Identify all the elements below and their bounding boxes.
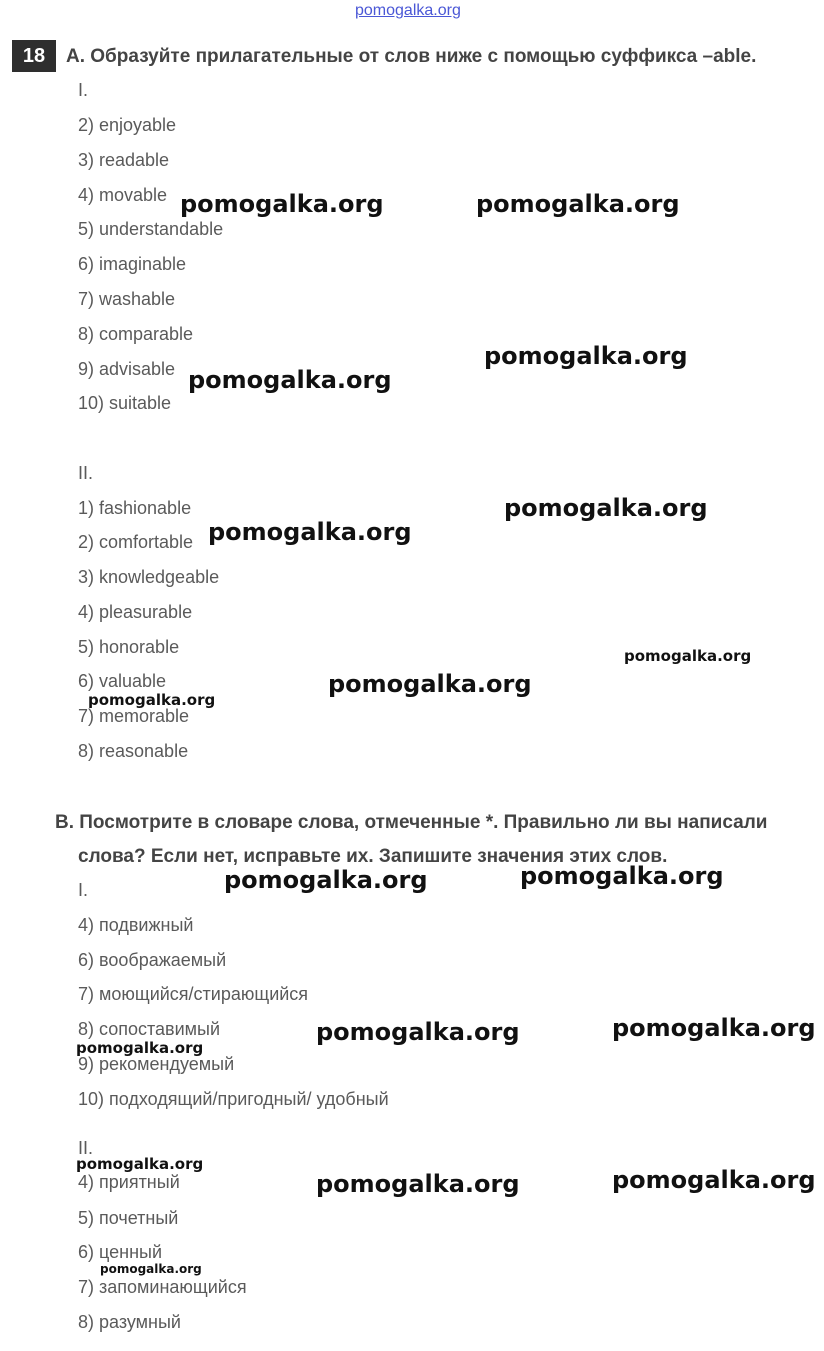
list-item: 9) рекомендуемый: [78, 1054, 235, 1074]
list-item: 6) воображаемый: [78, 950, 227, 970]
watermark: pomogalka.org: [100, 1262, 202, 1276]
list-item: 8) разумный: [78, 1312, 181, 1332]
part-b-heading-line2: слова? Если нет, исправьте их. Запишите значения этих слов.: [78, 846, 668, 867]
watermark: pomogalka.org: [224, 866, 428, 894]
list-item: 9) advisable: [78, 359, 176, 379]
site-link-top[interactable]: pomogalka.org: [355, 2, 461, 19]
list-item: 5) understandable: [78, 219, 224, 239]
list-item: 7) моющийся/стирающийся: [78, 984, 309, 1004]
list-item: 2) comfortable: [78, 532, 194, 552]
watermark: pomogalka.org: [328, 670, 532, 698]
list-item: 4) pleasurable: [78, 602, 193, 622]
part-a-group1-label: I.: [78, 80, 89, 100]
list-item: 8) reasonable: [78, 741, 189, 761]
list-item: 7) washable: [78, 289, 176, 309]
list-item: 3) readable: [78, 150, 170, 170]
part-b-heading-line1: B. Посмотрите в словаре слова, отмеченные *. Правильно ли вы написали: [55, 812, 768, 833]
part-b-group2-label: II.: [78, 1138, 94, 1158]
list-item: 4) приятный: [78, 1172, 180, 1192]
watermark: pomogalka.org: [612, 1166, 816, 1194]
watermark: pomogalka.org: [208, 518, 412, 546]
list-item: 2) enjoyable: [78, 115, 177, 135]
watermark: pomogalka.org: [504, 494, 708, 522]
list-item: 6) imaginable: [78, 254, 187, 274]
list-item: 5) honorable: [78, 637, 180, 657]
exercise-number-badge: 18: [12, 40, 56, 72]
watermark: pomogalka.org: [476, 190, 680, 218]
watermark: pomogalka.org: [624, 647, 752, 665]
list-item: 5) почетный: [78, 1208, 179, 1228]
watermark: pomogalka.org: [316, 1018, 520, 1046]
watermark: pomogalka.org: [188, 366, 392, 394]
list-item: 6) ценный: [78, 1242, 162, 1262]
list-item: 8) сопоставимый: [78, 1019, 221, 1039]
list-item: 10) подходящий/пригодный/ удобный: [78, 1089, 389, 1109]
watermark: pomogalka.org: [88, 691, 216, 709]
part-a-heading: A. Образуйте прилагательные от слов ниже с помощью суффикса –able.: [66, 46, 757, 67]
list-item: 7) memorable: [78, 706, 190, 726]
list-item: 3) knowledgeable: [78, 567, 220, 587]
list-item: 8) comparable: [78, 324, 194, 344]
watermark: pomogalka.org: [76, 1039, 204, 1057]
watermark: pomogalka.org: [612, 1014, 816, 1042]
list-item: 6) valuable: [78, 671, 167, 691]
list-item: 7) запоминающийся: [78, 1277, 247, 1297]
list-item: 10) suitable: [78, 393, 172, 413]
list-item: 4) подвижный: [78, 915, 194, 935]
watermark: pomogalka.org: [180, 190, 384, 218]
watermark: pomogalka.org: [520, 862, 724, 890]
list-item: 4) movable: [78, 185, 168, 205]
watermark: pomogalka.org: [316, 1170, 520, 1198]
watermark: pomogalka.org: [484, 342, 688, 370]
part-a-group2-label: II.: [78, 463, 94, 483]
part-b-group1-label: I.: [78, 880, 89, 900]
list-item: 1) fashionable: [78, 498, 192, 518]
watermark: pomogalka.org: [76, 1155, 204, 1173]
